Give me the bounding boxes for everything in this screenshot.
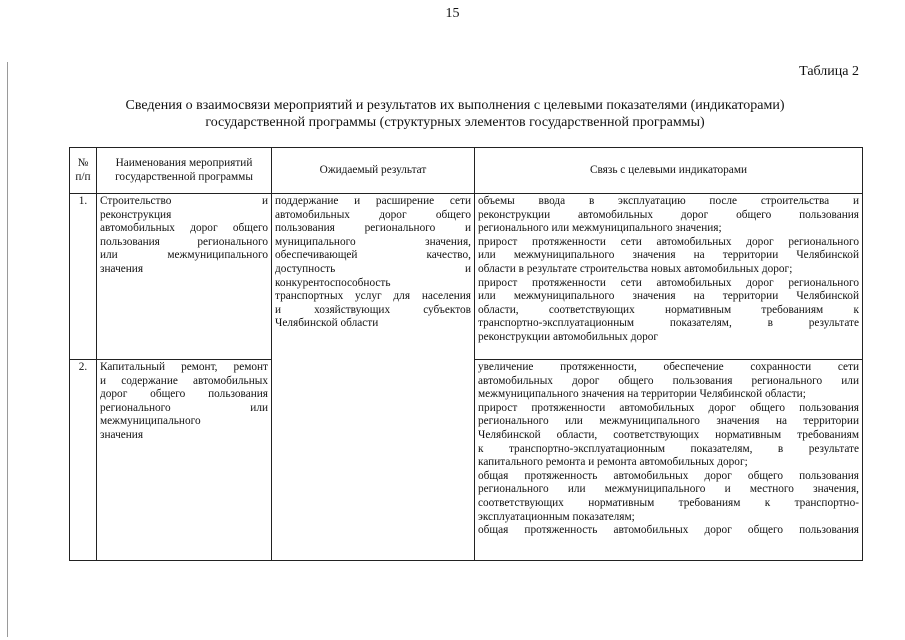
indicator-line: реконструкции автомобильных дорог общего пользования xyxy=(478,208,859,221)
indicator-line: реконструкции автомобильных дорог xyxy=(478,330,659,343)
indicator-line: или межмуниципального значения на территории Челябинской xyxy=(478,290,859,303)
header-num: № п/п xyxy=(70,148,97,194)
result-line: Челябинской области xyxy=(275,317,379,330)
indicator-line: общая протяженность автомобильных дорог общего пользования xyxy=(478,469,859,482)
measure-name-line: реконструкция xyxy=(100,208,172,221)
title-line: государственной программы (структурных элементов государственной программы) xyxy=(205,115,705,130)
document-title xyxy=(60,97,850,131)
measure-name-line: межмуниципального xyxy=(100,415,201,428)
result-line: доступность и xyxy=(275,262,471,275)
result-line: и хозяйствующих субъектов xyxy=(275,303,471,316)
indicator-line: эксплуатационным показателям; xyxy=(478,510,635,523)
indicator-line: Челябинской области, соответствующих нормативным требованиям xyxy=(478,428,859,441)
result-line: пользования регионального и xyxy=(275,222,471,235)
result-line: муниципального значения, xyxy=(275,235,471,248)
indicator-line: регионального или межмуниципального значения; xyxy=(478,222,722,235)
measure-name-line: пользования регионального xyxy=(100,235,268,248)
indicator-line: прирост протяженности сети автомобильных дорог регионального xyxy=(478,235,859,248)
indicator-line: автомобильных дорог общего пользования регионального или xyxy=(478,374,859,387)
table-row xyxy=(70,194,863,360)
result-line: обеспечивающей качество, xyxy=(275,249,471,262)
measure-name-line: дорог общего пользования xyxy=(100,388,268,401)
measure-name-line: значения xyxy=(100,262,144,275)
expected-result-cell xyxy=(272,194,475,561)
table-header-row xyxy=(70,148,863,194)
measure-name-line: Капитальный ремонт, ремонт xyxy=(100,361,268,373)
row-number: 2. xyxy=(70,360,97,561)
result-line: автомобильных дорог общего xyxy=(275,208,471,221)
indicator-line: прирост протяженности автомобильных дорог общего пользования xyxy=(478,401,859,414)
result-line: поддержание и расширение сети xyxy=(275,195,471,207)
measure-name-line: и содержание автомобильных xyxy=(100,374,268,387)
table-label: Таблица 2 xyxy=(799,64,859,79)
indicator-link-cell xyxy=(475,360,863,561)
indicator-line: соответствующих нормативным требованиям к транспортно- xyxy=(478,496,859,509)
indicators-table xyxy=(69,147,863,561)
indicator-line: к транспортно-эксплуатационным показателям, в результате xyxy=(478,442,859,455)
header-name: Наименования мероприятий государственной программы xyxy=(97,148,272,194)
indicator-line: области в результате строительства новых автомобильных дорог; xyxy=(478,262,793,275)
indicator-link-cell xyxy=(475,194,863,360)
measure-name-line: Строительство и xyxy=(100,195,268,207)
indicator-line: общая протяженность автомобильных дорог общего пользования xyxy=(478,524,859,537)
page-number: 15 xyxy=(445,6,460,21)
indicator-line: капитального ремонта и ремонта автомобильных дорог; xyxy=(478,456,748,469)
indicator-line: межмуниципального значения на территории Челябинской области; xyxy=(478,388,806,401)
result-line: транспортных услуг для населения xyxy=(275,290,471,303)
left-margin-line xyxy=(7,62,8,637)
measure-name-line: автомобильных дорог общего xyxy=(100,222,268,235)
header-link: Связь с целевыми индикаторами xyxy=(475,148,863,194)
indicator-line: или межмуниципального значения на территории Челябинской xyxy=(478,249,859,262)
indicator-line: транспортно-эксплуатационным показателям, в результате xyxy=(478,317,859,330)
indicator-line: увеличение протяженности, обеспечение сохранности сети xyxy=(478,361,859,373)
indicator-line: области, соответствующих нормативным требованиям к xyxy=(478,303,859,316)
measure-name-line: или межмуниципального xyxy=(100,249,268,262)
row-number: 1. xyxy=(70,194,97,360)
measure-name-line: значения xyxy=(100,428,144,441)
indicator-line: прирост протяженности сети автомобильных дорог регионального xyxy=(478,276,859,289)
header-result: Ожидаемый результат xyxy=(272,148,475,194)
measure-name-line: регионального или xyxy=(100,401,268,414)
indicator-line: объемы ввода в эксплуатацию после строительства и xyxy=(478,195,859,207)
measure-name-cell xyxy=(97,360,272,561)
title-line: Сведения о взаимосвязи мероприятий и результатов их выполнения с целевыми показателями (индикаторами) xyxy=(125,98,785,113)
measure-name-cell xyxy=(97,194,272,360)
indicator-line: регионального или межмуниципального значения на территории xyxy=(478,415,859,428)
indicator-line: регионального или межмуниципального и местного значения, xyxy=(478,483,859,496)
result-line: конкурентоспособность xyxy=(275,276,391,289)
